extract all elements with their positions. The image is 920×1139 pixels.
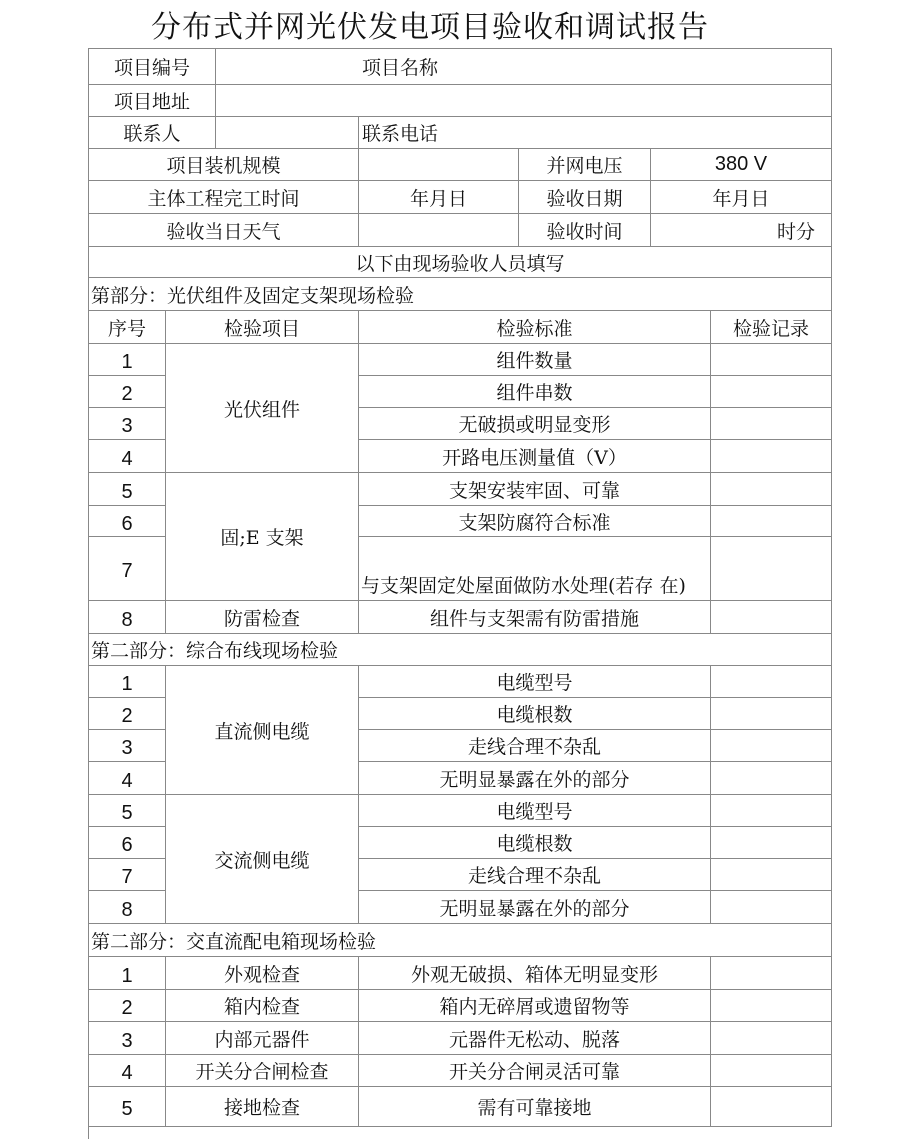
project-name-cell[interactable] [216,49,832,85]
part1-seq-8: 8 [89,601,166,634]
part2-standard-7: 走线合理不杂乱 [359,859,711,891]
project-name-label: 项目名称 [362,57,439,79]
part3-item-4: 开关分合闸检查 [166,1055,359,1087]
part2-seq-1: 1 [89,666,166,698]
part3-seq-5: 5 [89,1087,166,1127]
part3-seq-3: 3 [89,1022,166,1055]
col-record-header: 检验记录 [711,311,832,344]
part1-record-5[interactable] [711,473,832,506]
part1-standard-2: 组件串数 [359,376,711,408]
part1-record-2[interactable] [711,376,832,408]
part1-standard-5: 支架安装牢固、可靠 [359,473,711,506]
weather-label: 验收当日天气 [89,214,359,247]
completion-date-value[interactable]: 年月日 [359,181,519,214]
part1-seq-2: 2 [89,376,166,408]
project-address-field[interactable] [216,85,832,117]
part3-record-2[interactable] [711,990,832,1022]
part1-group-fixed-bracket: 固;E 支架 [166,473,359,601]
grid-voltage-label: 并网电压 [519,149,651,181]
part1-seq-4: 4 [89,440,166,473]
part2-standard-8: 无明显暴露在外的部分 [359,891,711,924]
part3-standard-2: 箱内无碎屑或遗留物等 [359,990,711,1022]
part3-seq-1: 1 [89,957,166,990]
part1-standard-3: 无破损或明显变形 [359,408,711,440]
part2-group-ac-cable: 交流侧电缆 [166,795,359,924]
part3-record-3[interactable] [711,1022,832,1055]
part2-seq-3: 3 [89,730,166,762]
part2-seq-5: 5 [89,795,166,827]
part2-standard-6: 电缆根数 [359,827,711,859]
contact-phone-label: 联系电话 [362,123,439,145]
part2-record-3[interactable] [711,730,832,762]
grid-voltage-value[interactable]: 380 V [651,149,832,181]
col-item-header: 检验项目 [166,311,359,344]
part3-record-5[interactable] [711,1087,832,1127]
part1-standard-4: 开路电压测量值（V） [359,440,711,473]
part1-record-4[interactable] [711,440,832,473]
capacity-field[interactable] [359,149,519,181]
fill-note: 以下由现场验收人员填写 [89,247,832,278]
completion-time-label: 主体工程完工时间 [89,181,359,214]
part3-item-3: 内部元器件 [166,1022,359,1055]
part1-seq-6: 6 [89,506,166,537]
col-standard-header: 检验标准 [359,311,711,344]
part1-record-7[interactable] [711,537,832,601]
part2-standard-2: 电缆根数 [359,698,711,730]
part2-record-7[interactable] [711,859,832,891]
part2-seq-2: 2 [89,698,166,730]
part1-standard-7: 与支架固定处屋面做防水处理(若存 在) [359,537,711,601]
part1-seq-7: 7 [89,537,166,601]
part3-seq-2: 2 [89,990,166,1022]
part2-standard-1: 电缆型号 [359,666,711,698]
part3-standard-3: 元器件无松动、脱落 [359,1022,711,1055]
weather-field[interactable] [359,214,519,247]
acceptance-form [88,48,832,1139]
part2-record-6[interactable] [711,827,832,859]
part3-standard-1: 外观无破损、箱体无明显变形 [359,957,711,990]
contact-phone-cell[interactable] [359,117,832,149]
acceptance-date-value[interactable]: 年月日 [651,181,832,214]
project-no-label: 项目编号 [89,49,216,85]
part2-record-8[interactable] [711,891,832,924]
part1-standard-1: 组件数量 [359,344,711,376]
part3-title: 第二部分：交直流配电箱现场检验 [89,924,832,957]
part1-record-6[interactable] [711,506,832,537]
part3-item-2: 箱内检查 [166,990,359,1022]
part2-seq-4: 4 [89,762,166,795]
acceptance-date-label: 验收日期 [519,181,651,214]
project-address-label: 项目地址 [89,85,216,117]
part2-seq-6: 6 [89,827,166,859]
col-seq-header: 序号 [89,311,166,344]
part1-standard-8: 组件与支架需有防雷措施 [359,601,711,634]
part3-record-1[interactable] [711,957,832,990]
contact-label: 联系人 [89,117,216,149]
part1-seq-1: 1 [89,344,166,376]
part3-record-4[interactable] [711,1055,832,1087]
part3-item-1: 外观检查 [166,957,359,990]
part2-standard-5: 电缆型号 [359,795,711,827]
part2-title: 第二部分：综合布线现场检验 [89,634,832,666]
part2-record-2[interactable] [711,698,832,730]
capacity-label: 项目装机规模 [89,149,359,181]
contact-field[interactable] [216,117,359,149]
acceptance-time-label: 验收时间 [519,214,651,247]
part2-seq-7: 7 [89,859,166,891]
part1-record-8[interactable] [711,601,832,634]
report-title: 分布式并网光伏发电项目验收和调试报告 [151,10,709,45]
part3-item-5: 接地检查 [166,1087,359,1127]
part3-seq-4: 4 [89,1055,166,1087]
part2-record-4[interactable] [711,762,832,795]
part1-seq-3: 3 [89,408,166,440]
part1-record-3[interactable] [711,408,832,440]
part1-seq-5: 5 [89,473,166,506]
part2-standard-3: 走线合理不杂乱 [359,730,711,762]
part2-seq-8: 8 [89,891,166,924]
acceptance-time-value[interactable]: 时分 [651,214,832,247]
part1-group-pv-modules: 光伏组件 [166,344,359,473]
part1-record-1[interactable] [711,344,832,376]
part1-group-lightning: 防雷检查 [166,601,359,634]
part1-title: 第部分：光伏组件及固定支架现场检验 [89,278,832,311]
part3-standard-4: 开关分合闸灵活可靠 [359,1055,711,1087]
part2-group-dc-cable: 直流侧电缆 [166,666,359,795]
part2-record-5[interactable] [711,795,832,827]
part2-standard-4: 无明显暴露在外的部分 [359,762,711,795]
part2-record-1[interactable] [711,666,832,698]
part1-standard-6: 支架防腐符合标准 [359,506,711,537]
part3-standard-5: 需有可靠接地 [359,1087,711,1127]
